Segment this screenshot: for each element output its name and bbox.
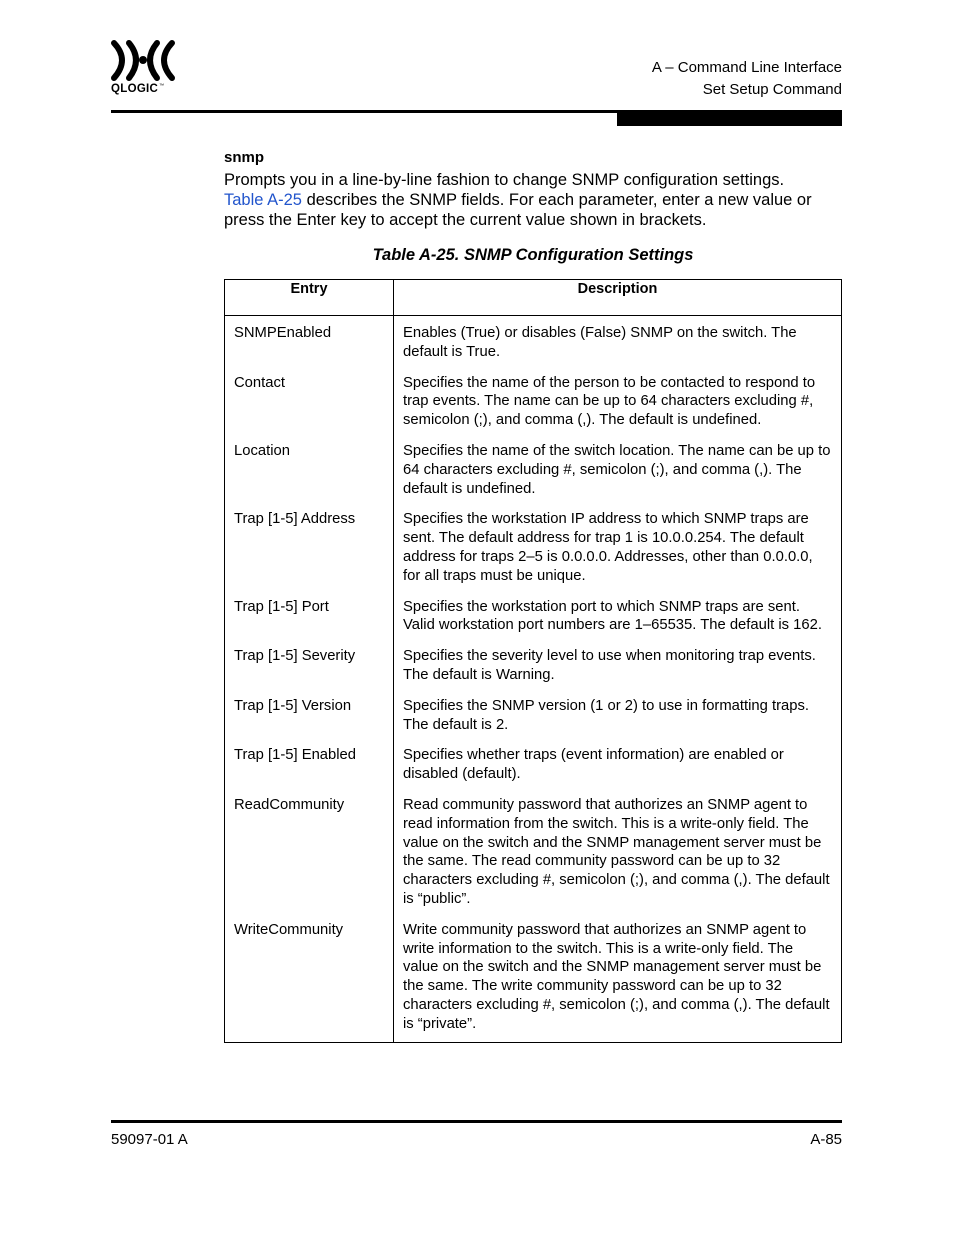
entry-cell: Trap [1-5] Version [225,697,394,747]
description-cell: Specifies the name of the person to be contacted to respond to trap events. The name can be up to 64 characters excluding #, semicolon (;), and comma (,). The default is undefined. [394,374,842,442]
description-cell: Read community password that authorizes an SNMP agent to read information from the switch. This is a write-only field. The value on the switch and the SNMP management server must be the same. The read community password can be up to 32 characters excluding #, semicolon (;), and comma (,). The default is “public”. [394,796,842,921]
header-entry: Entry [225,280,394,316]
table-row [225,442,842,510]
description-cell: Specifies the workstation IP address to which SNMP traps are sent. The default address for trap 1 is 10.0.0.254. The default address for traps 2–5 is 0.0.0.0. Addresses, other than 0.0.0.0, for all traps must be unique. [394,510,842,597]
entry-cell: ReadCommunity [225,796,394,921]
running-header [652,57,842,101]
header-description: Description [394,280,842,316]
intro-rest: describes the SNMP fields. For each parameter, enter a new value or press the Enter key to accept the current value shown in brackets. [224,191,812,229]
intro-line: Prompts you in a line-by-line fashion to change SNMP configuration settings. [224,171,785,189]
table-row [225,510,842,597]
table-row [225,921,842,1042]
description-cell: Write community password that authorizes an SNMP agent to write information to the switch. This is a write-only field. The value on the switch and the SNMP management server must be the same. The write community password can be up to 32 characters excluding #, semicolon (;), and comma (,). The default is “private”. [394,921,842,1042]
description-cell: Specifies the name of the switch location. The name can be up to 64 characters excluding #, semicolon (;), and comma (,). The default is undefined. [394,442,842,510]
logo-wordmark: QLOGIC™ [111,83,165,95]
header-bar [617,110,842,126]
table-caption: Table A-25. SNMP Configuration Settings [372,246,694,264]
description-cell: Specifies whether traps (event information) are enabled or disabled (default). [394,746,842,796]
snmp-settings-table [224,279,842,1043]
table-row [225,746,842,796]
description-cell: Specifies the workstation port to which SNMP traps are sent. Valid workstation port numbers are 1–65535. The default is 162. [394,598,842,648]
entry-cell: Trap [1-5] Port [225,598,394,648]
entry-cell: Trap [1-5] Severity [225,647,394,697]
document-number: 59097-01 A [111,1131,188,1148]
entry-cell: Trap [1-5] Enabled [225,746,394,796]
entry-cell: Contact [225,374,394,442]
table-row [225,647,842,697]
entry-cell: Trap [1-5] Address [225,510,394,597]
description-cell: Specifies the SNMP version (1 or 2) to use in formatting traps. The default is 2. [394,697,842,747]
table-row [225,316,842,374]
entry-cell: Location [225,442,394,510]
chapter-title: A – Command Line Interface [651,59,842,76]
section-title: Set Setup Command [702,81,842,98]
table-header-row [225,280,842,316]
table-row [225,697,842,747]
intro-paragraph [224,170,844,230]
command-heading: snmp [224,149,265,166]
table-row [225,374,842,442]
description-cell: Specifies the severity level to use when monitoring trap events. The default is Warning. [394,647,842,697]
table-row [225,796,842,921]
table-reference-link[interactable]: Table A-25 [224,191,302,209]
description-cell: Enables (True) or disables (False) SNMP on the switch. The default is True. [394,316,842,374]
table-row [225,598,842,648]
entry-cell: SNMPEnabled [225,316,394,374]
page-number: A-85 [810,1131,842,1148]
entry-cell: WriteCommunity [225,921,394,1042]
footer-rule [111,1120,842,1123]
